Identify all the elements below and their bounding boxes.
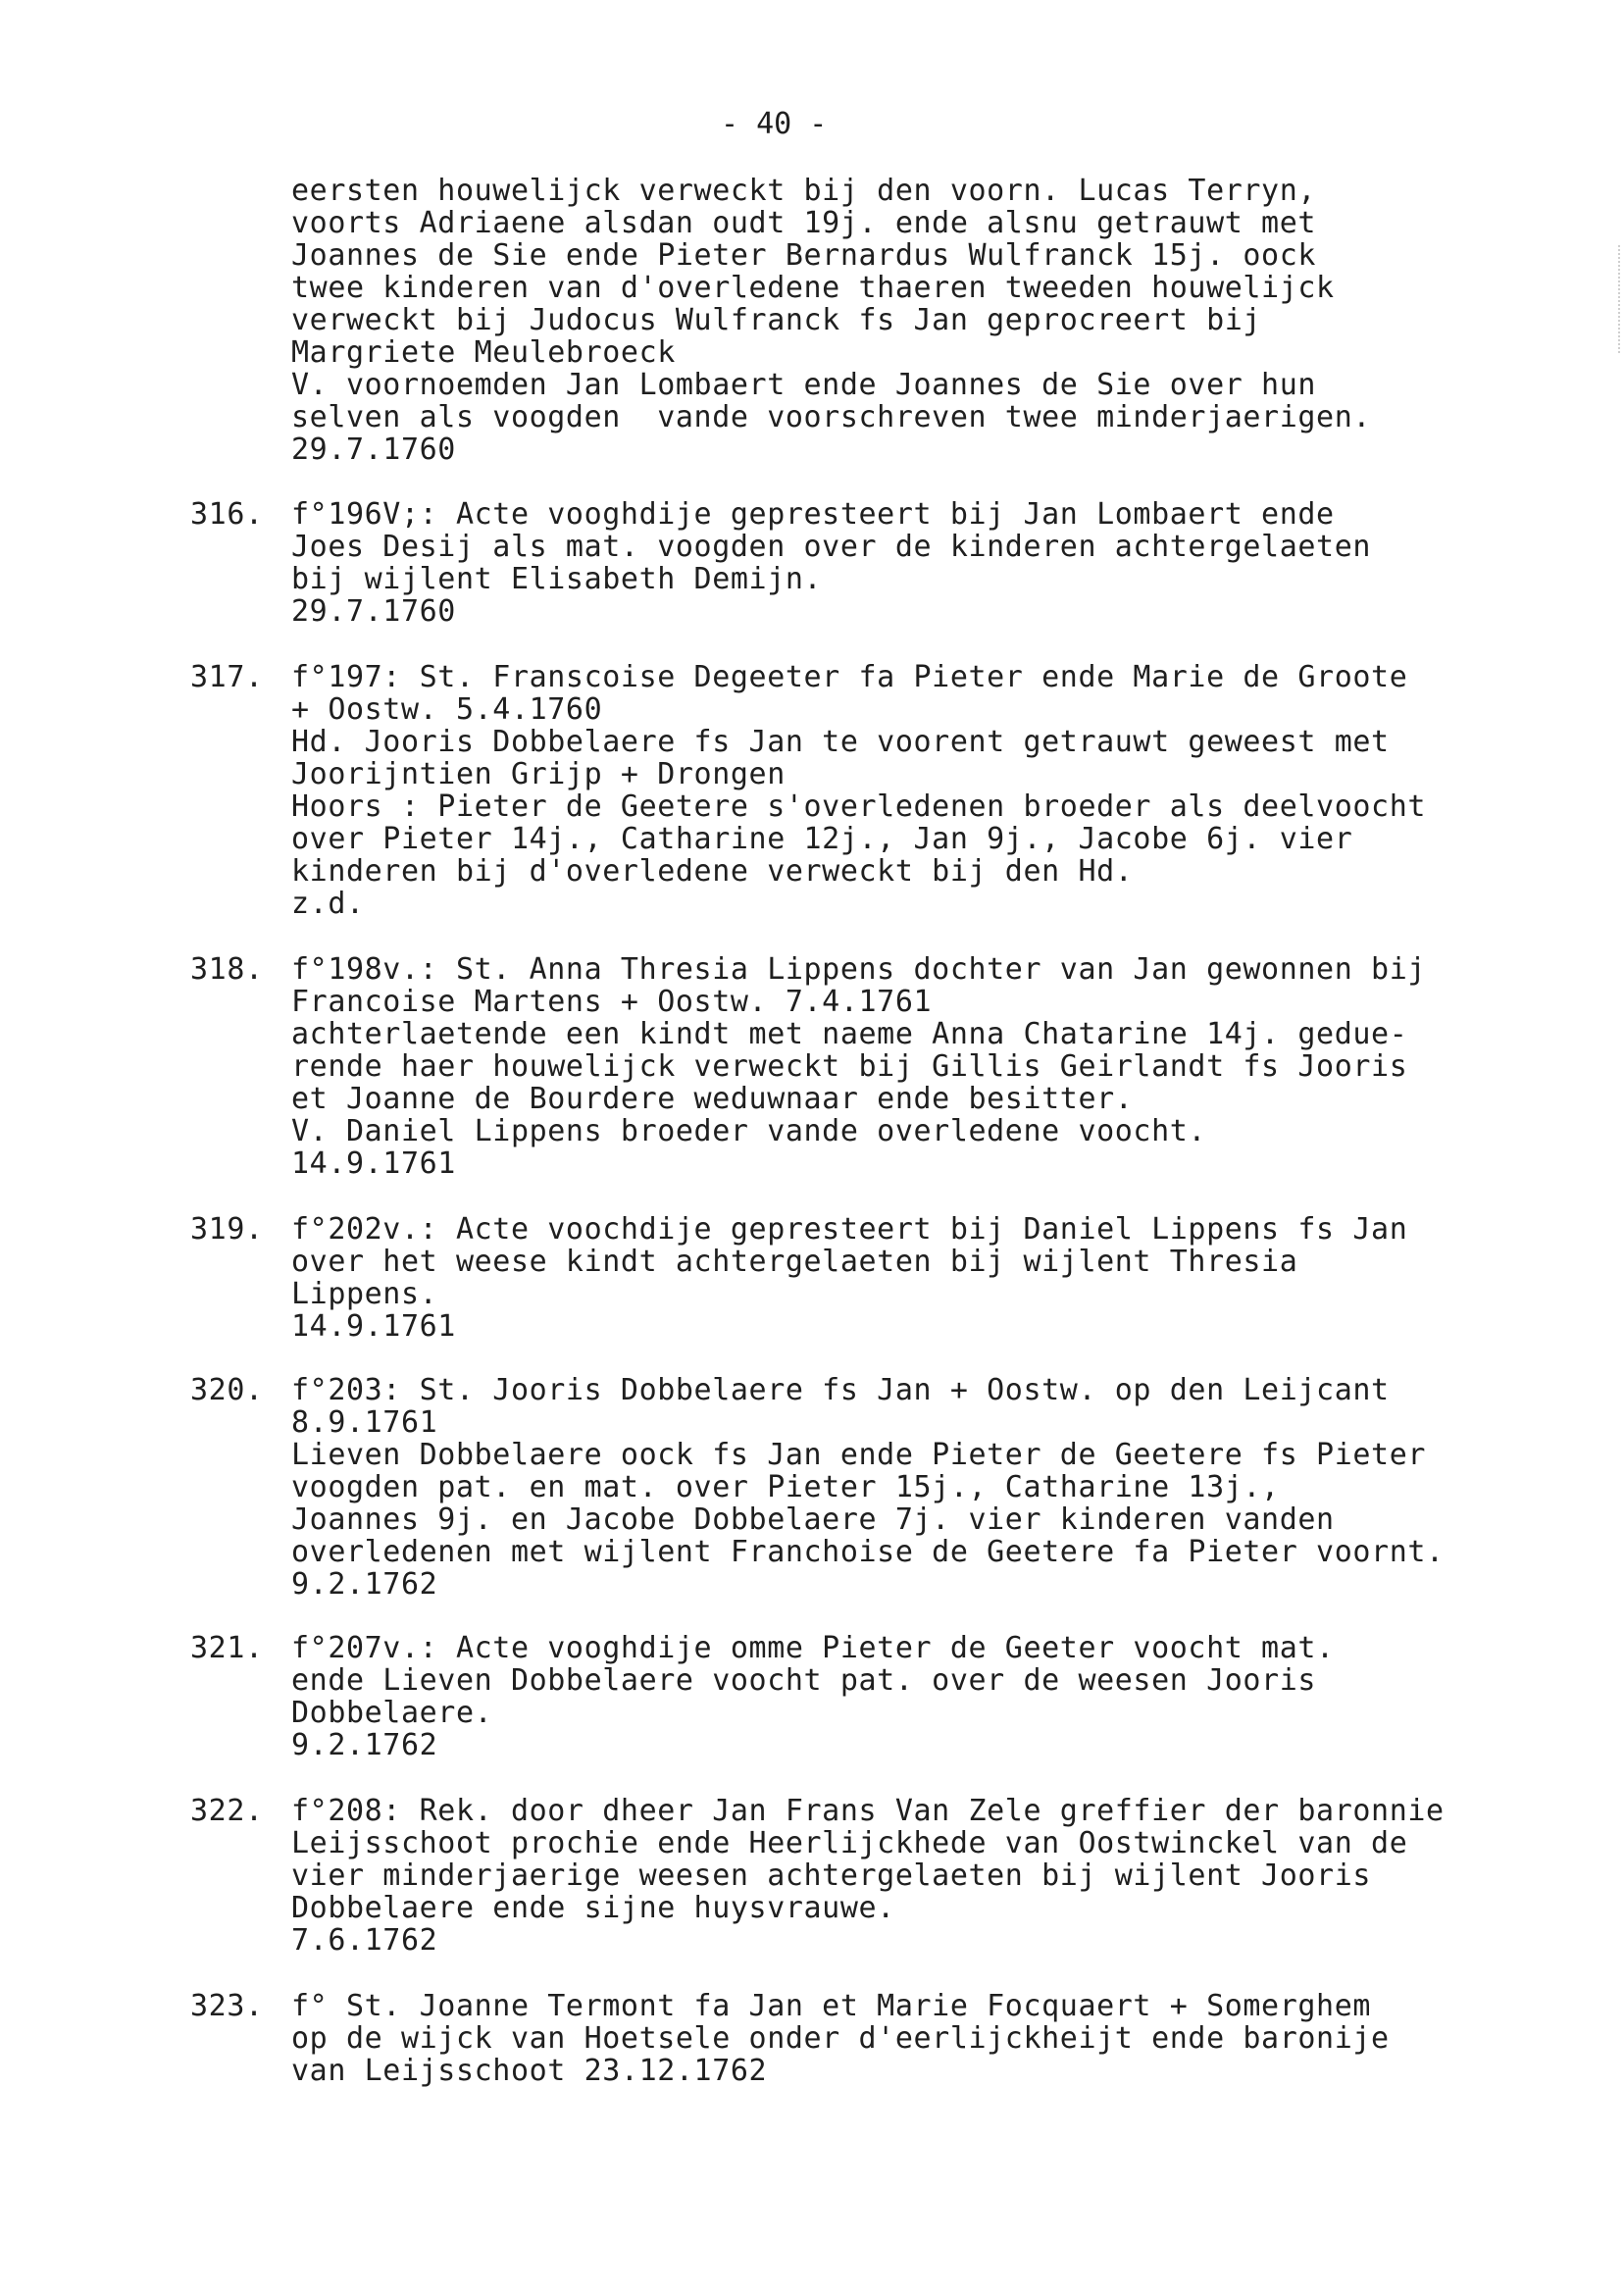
text-line: Hoors : Pieter de Geetere s'overledenen broeder als deelvoocht bbox=[291, 789, 1427, 824]
text-line: 8.9.1761 bbox=[291, 1405, 438, 1440]
text-line: 14.9.1761 bbox=[291, 1309, 456, 1344]
entry-text bbox=[291, 1795, 1583, 1957]
text-line: f°208: Rek. door dheer Jan Frans Van Zele greffier der baronnie bbox=[291, 1794, 1445, 1828]
scan-margin-mark bbox=[1615, 245, 1620, 353]
record-entry bbox=[190, 498, 1583, 628]
text-line: voorts Adriaene alsdan oudt 19j. ende alsnu getrauwt met bbox=[291, 206, 1317, 240]
text-line: overledenen met wijlent Franchoise de Geetere fa Pieter voornt. bbox=[291, 1535, 1445, 1569]
text-line: 9.2.1762 bbox=[291, 1567, 438, 1602]
entry-number: 319. bbox=[190, 1212, 264, 1247]
record-entry bbox=[190, 953, 1583, 1180]
entry-text bbox=[291, 1374, 1583, 1601]
text-line: Joorijntien Grijp + Drongen bbox=[291, 757, 786, 791]
text-line: over Pieter 14j., Catharine 12j., Jan 9j., Jacobe 6j. vier bbox=[291, 822, 1353, 856]
text-line: twee kinderen van d'overledene thaeren tweeden houwelijck bbox=[291, 271, 1335, 305]
text-line: kinderen bij d'overledene verweckt bij den Hd. bbox=[291, 854, 1134, 889]
text-line: 7.6.1762 bbox=[291, 1923, 438, 1958]
text-line: Joes Desij als mat. voogden over de kinderen achtergelaeten bbox=[291, 530, 1372, 564]
entry-text bbox=[291, 953, 1583, 1180]
entry-number: 317. bbox=[190, 660, 264, 694]
text-line: eersten houwelijck verweckt bij den voorn. Lucas Terryn, bbox=[291, 174, 1317, 208]
text-line: Hd. Jooris Dobbelaere fs Jan te voorent getrauwt geweest met bbox=[291, 725, 1390, 759]
text-line: f°203: St. Jooris Dobbelaere fs Jan + Oostw. op den Leijcant bbox=[291, 1373, 1390, 1407]
text-line: rende haer houwelijck verweckt bij Gillis Geirlandt fs Jooris bbox=[291, 1049, 1408, 1084]
entry-number: 318. bbox=[190, 952, 264, 987]
record-entry bbox=[190, 1632, 1583, 1761]
text-line: 29.7.1760 bbox=[291, 594, 456, 629]
text-line: Leijsschoot prochie ende Heerlijckhede van Oostwinckel van de bbox=[291, 1826, 1408, 1860]
record-entry bbox=[190, 1990, 1583, 2087]
text-line: V. voornoemden Jan Lombaert ende Joannes de Sie over hun bbox=[291, 368, 1317, 402]
text-line: verweckt bij Judocus Wulfranck fs Jan geprocreert bij bbox=[291, 303, 1262, 337]
text-line: f°196V;: Acte vooghdije gepresteert bij Jan Lombaert ende bbox=[291, 497, 1335, 532]
text-line: op de wijck van Hoetsele onder d'eerlijckheijt ende baronije bbox=[291, 2021, 1390, 2056]
text-line: bij wijlent Elisabeth Demijn. bbox=[291, 562, 823, 596]
record-entries bbox=[190, 498, 1583, 2087]
text-line: Joannes 9j. en Jacobe Dobbelaere 7j. vier kinderen vanden bbox=[291, 1502, 1335, 1537]
text-line: 9.2.1762 bbox=[291, 1728, 438, 1762]
text-line: f°198v.: St. Anna Thresia Lippens dochter van Jan gewonnen bij bbox=[291, 952, 1427, 987]
text-line: Joannes de Sie ende Pieter Bernardus Wulfranck 15j. oock bbox=[291, 238, 1317, 273]
text-line: f°207v.: Acte vooghdije omme Pieter de Geeter voocht mat. bbox=[291, 1631, 1335, 1665]
text-line: et Joanne de Bourdere weduwnaar ende besitter. bbox=[291, 1082, 1134, 1116]
entry-text bbox=[291, 498, 1583, 628]
entry-text bbox=[291, 661, 1583, 920]
text-line: voogden pat. en mat. over Pieter 15j., Catharine 13j., bbox=[291, 1470, 1280, 1504]
text-line: Margriete Meulebroeck bbox=[291, 335, 676, 370]
text-line: Dobbelaere. bbox=[291, 1696, 493, 1730]
entry-number: 316. bbox=[190, 497, 264, 532]
entry-text bbox=[291, 1990, 1583, 2087]
text-line: f°202v.: Acte voochdije gepresteert bij Daniel Lippens fs Jan bbox=[291, 1212, 1408, 1247]
text-line: selven als voogden vande voorschreven twee minderjaerigen. bbox=[291, 400, 1372, 434]
record-entry bbox=[190, 661, 1583, 920]
text-line: z.d. bbox=[291, 887, 365, 921]
text-line: Francoise Martens + Oostw. 7.4.1761 bbox=[291, 985, 933, 1019]
intro-paragraph bbox=[291, 175, 1566, 466]
text-line: ende Lieven Dobbelaere voocht pat. over de weesen Jooris bbox=[291, 1663, 1317, 1698]
entry-number: 323. bbox=[190, 1989, 264, 2023]
record-entry bbox=[190, 1213, 1583, 1343]
text-line: f° St. Joanne Termont fa Jan et Marie Focquaert + Somerghem bbox=[291, 1989, 1372, 2023]
entry-number: 322. bbox=[190, 1794, 264, 1828]
record-entry bbox=[190, 1374, 1583, 1601]
record-entry bbox=[190, 1795, 1583, 1957]
text-line: V. Daniel Lippens broeder vande overledene voocht. bbox=[291, 1114, 1207, 1148]
text-line: 14.9.1761 bbox=[291, 1146, 456, 1181]
text-line: Lippens. bbox=[291, 1277, 438, 1311]
entry-text bbox=[291, 1632, 1583, 1761]
text-line: 29.7.1760 bbox=[291, 433, 456, 467]
page-number: - 40 - bbox=[721, 107, 828, 141]
text-line: van Leijsschoot 23.12.1762 bbox=[291, 2054, 768, 2088]
text-line: over het weese kindt achtergelaeten bij wijlent Thresia bbox=[291, 1245, 1298, 1279]
text-line: + Oostw. 5.4.1760 bbox=[291, 692, 603, 727]
entry-number: 320. bbox=[190, 1373, 264, 1407]
text-line: Lieven Dobbelaere oock fs Jan ende Pieter de Geetere fs Pieter bbox=[291, 1438, 1427, 1472]
text-line: vier minderjaerige weesen achtergelaeten bij wijlent Jooris bbox=[291, 1858, 1372, 1893]
text-line: achterlaetende een kindt met naeme Anna Chatarine 14j. gedue- bbox=[291, 1017, 1408, 1051]
entry-text bbox=[291, 1213, 1583, 1343]
text-line: Dobbelaere ende sijne huysvrauwe. bbox=[291, 1891, 895, 1925]
entry-number: 321. bbox=[190, 1631, 264, 1665]
text-line: f°197: St. Franscoise Degeeter fa Pieter ende Marie de Groote bbox=[291, 660, 1408, 694]
